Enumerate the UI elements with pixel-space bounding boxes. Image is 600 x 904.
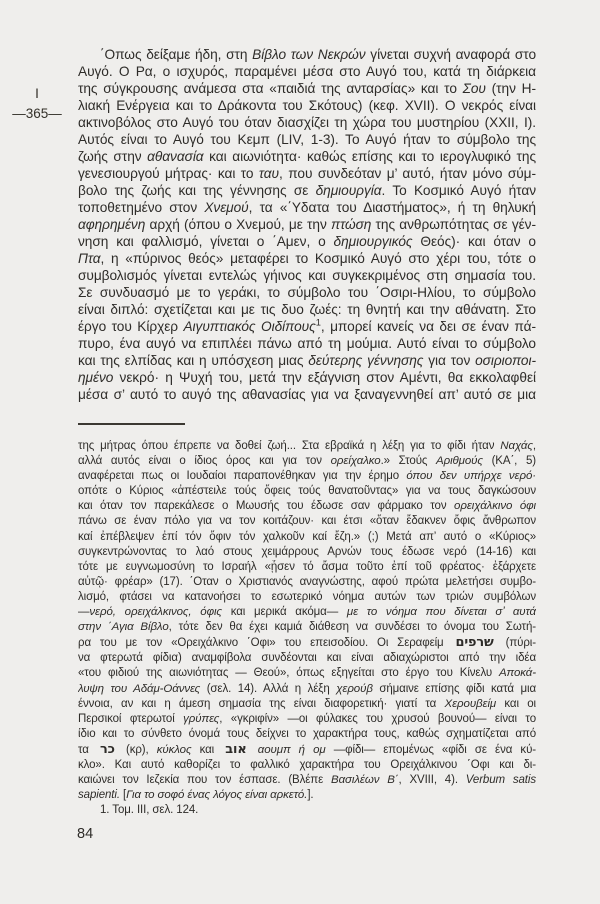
text-line: Πτα, η «πύρινος θεός» μεταφέρει το Κοσμικό Αυγό στο χέρι του, τότε ο (78, 251, 536, 266)
text-line: Αυγό. Ο Ρα, ο ισχυρός, παραμένει μέσα στο Αυγό του, κατά τη διάρκεια (78, 64, 536, 79)
text-line: βολο της ζωής και της γέννησης σε δημιουργία. Το Κοσμικό Αυγό ήταν (78, 183, 536, 198)
text-line: συμβολισμός γίνεται εντελώς γήινος και συγκεκριμένος στη σημασία του. (78, 268, 536, 283)
hebrew-word: אוב (225, 741, 247, 757)
text-line: ίδιο και το σύνθετο όνομά τους δείχνει το χαρακτήρα τους, καθώς σχηματίζεται από (78, 727, 536, 740)
text-line: νηση και φαλλισμό, γίνεται ο ΄Αμεν, ο δημιουργικός Θεός)· και όταν ο (78, 234, 536, 249)
footnote-text (78, 439, 536, 818)
page-number: 84 (77, 826, 94, 842)
text-line: αφηρημένη αρχή (όπου ο Χνεμού, με την πτώση της ανθρωπότητας σε γέν- (78, 217, 536, 232)
text-line: της μήτρας όπου έπρεπε να δοθεί ζωή... Στα εβραϊκά η λέξη για το φίδι ήταν Ναχάς, (78, 440, 536, 452)
text-line: να φτερωτά φίδια) αναμφίβολα συνδέονται και είναι αδιαχώριστοι από την ιδέα (78, 652, 536, 665)
text-line: Αυτός είναι το Αυγό του Κεμπ (LIV, 1-3). Το Αυγό ήταν το σύμβολο της (78, 132, 536, 147)
text-line: γενεσιουργού μήτρας· και το ταυ, που συνδεόταν μ’ αυτό, ήταν μόνο σύμ- (78, 166, 536, 181)
text-line: ΄Οπως δείξαμε ήδη, στη Βίβλο των Νεκρών γίνεται συχνή αναφορά στο (100, 47, 536, 62)
text-line: κλο». Και αυτό καθορίζει το φαλλικό χαρακτήρα του Ορειχάλκινου ΄Οφι και δι- (78, 758, 536, 771)
text-line: καιώνει τον Ιεζεκία που τον έσπασε. (Βλέπε Βασιλέων Β΄, XVIII, 4). Verbum satis (78, 774, 536, 787)
text-line: —νερό, ορειχάλκινος, όφις και μερικά ακόμα— με το νόημα που δίνεται σ’ αυτά (78, 606, 536, 619)
text-line: Σε συνδυασμό με το γεράκι, το σύμβολο του ΄Οσιρι-Ηλίου, το σύμβολο (78, 285, 536, 300)
text-line: αλλά αυτός είναι ο ίδιος όρος και για τον ορείχαλκο.» Στούς Αριθμούς (ΚΑ΄, 5) (78, 455, 536, 468)
text-line: ακτινοβόλος στο Αυγό του όταν διασχίζει τη χώρα του μυστηρίου (XXII, I). (78, 115, 536, 130)
text-line: είναι διπλό: σχετίζεται και με τις δυο ζωές: τη θνητή και την αθάνατη. Στο (78, 302, 536, 317)
text-line: ζωής στην αθανασία και αιωνιότητα· καθώς επίσης και το ιερογλυφικό της (78, 149, 536, 164)
text-line: και της ελπίδας και η υπόσχεση μιας δεύτερης γέννησης για τον οσιριοποι- (78, 353, 536, 368)
margin-note (6, 84, 68, 124)
text-line: στην ΄Αγια Βίβλο, τότε δεν θα έχει καμιά διάθεση να συνδέσει το όνομα του Σωτή- (78, 621, 536, 634)
text-line: 1. Τομ. III, σελ. 124. (100, 804, 199, 817)
text-line: «του φιδιού της αιωνιότητας — Θεού», όπως εξηγείται στο έργο του Κίνελυ Αποκά- (78, 667, 536, 680)
text-line: sapienti. [Για το σοφό ένας λόγος είναι αρκετό.]. (78, 789, 314, 802)
text-line: και όταν τον παρεκάλεσε ο Μωυσής του έδωσε σαν φάρμακο τον ορειχάλκινο όφι (78, 500, 536, 513)
text-line: τότε με ευγνωμοσύνη το Ισραήλ «ᾖσεν τό ἄσμα τοῦτο ἐπί τοῦ φρέατος· ἐξάρχετε (78, 560, 536, 573)
text-line: καί ἐπέβλεψεν ἐπί τόν ὄφιν τόν χαλκοῦν καί ἔζη.» (;) Μετά απ’ αυτό ο «Κύριος» (78, 530, 536, 543)
text-line: λισμό, φτάσει να κατανοήσει το εσωτερικό νόημα αυτών των τριών συμβόλων (78, 590, 536, 603)
footnote-divider (78, 423, 185, 425)
text-line: μέσα σ’ αυτό το αυγό της αθανασίας για να ξαναγεννηθεί απ’ αυτό σε μια (78, 387, 536, 402)
text-line: συγκεντρώνοντας το λαό στους χειμάρρους Αρνών τους έδωσε νερό (14-16) και (78, 545, 536, 558)
text-line: της σύγκρουσης ανάμεσα στα «παιδιά της ανταρσίας» και το Σου (την Η- (78, 81, 536, 96)
text-line: πάνω σε έναν πόλο για να τον κοιτάζουν· και έτσι «ὅταν ἔδακνεν ὄφις ἄνθρωπον (78, 515, 536, 528)
text-line: οπότε ο Κύριος «ἀπέστειλε τούς ὄφεις τούς θανατοῦντας» για να τους δαγκώσουν (78, 485, 536, 498)
margin-note-number: —365— (12, 106, 62, 121)
footnote-reference: 1 (315, 318, 321, 328)
text-line: τα כר (κρ), κύκλος και אוב αουμπ ή ομ —φίδι— επομένως «φίδι σε ένα κύ- (78, 741, 536, 757)
text-line: έργο του Κίρχερ Αιγυπτιακός Οιδίπους$^1$, μπορεί κανείς να δει σε έναν πά- (78, 318, 536, 334)
text-line: ρα του με τον «Ορειχάλκινο ΄Οφι» του επεισοδίου. Οι Σεραφείμ שרפים (πύρι- (78, 635, 536, 651)
hebrew-word: כר (99, 741, 115, 757)
text-line: ημένο νεκρό· η Ψυχή του, μετά την εξάγνιση στον Αμέντι, θα εκκολαφθεί (78, 370, 536, 385)
text-line: Περσικοί φτερωτοί γρύπες, «γκριφίν» —οι φύλακες του χρυσού βουνού— είναι το (78, 712, 536, 725)
text-line: λιακή Ενέργεια και το Δράκοντα του Σκότους) (κεφ. XVII). Ο νεκρός είναι (78, 98, 536, 113)
text-line: τοποθετημένο στον Χνεμού, τα «΄Υδατα του Διαστήματος», ή τη θηλυκή (78, 200, 536, 215)
main-paragraph (78, 46, 536, 403)
text-line: αὐτῷ· φρέαρ» (17). ΄Οταν ο Χριστιανός αναγνώστης, αφού πρώτα μελετήσει συμβο- (78, 575, 536, 588)
hebrew-word: שרפים (455, 635, 494, 651)
text-line: πυρο, ένα αυγό να επιπλέει πάνω από τη μούμια. Αυτό είναι το σύμβολο (78, 336, 536, 351)
text-line: αναφέρεται πως οι Ιουδαίοι παραπονέθηκαν για την έρημο όπου δεν υπήρχε νερό· (78, 470, 536, 483)
margin-note-roman: I (35, 86, 39, 101)
text-line: έννοια, αν και η άμεση σημασία της είναι διαφορετική· γιατί τα Χερουβείμ και οι (78, 697, 536, 710)
text-line: λυψη του Αδάμ-Οάννες (σελ. 14). Αλλά η λέξη χερούβ σήμαινε επίσης φίδι κατά μια (78, 682, 536, 695)
